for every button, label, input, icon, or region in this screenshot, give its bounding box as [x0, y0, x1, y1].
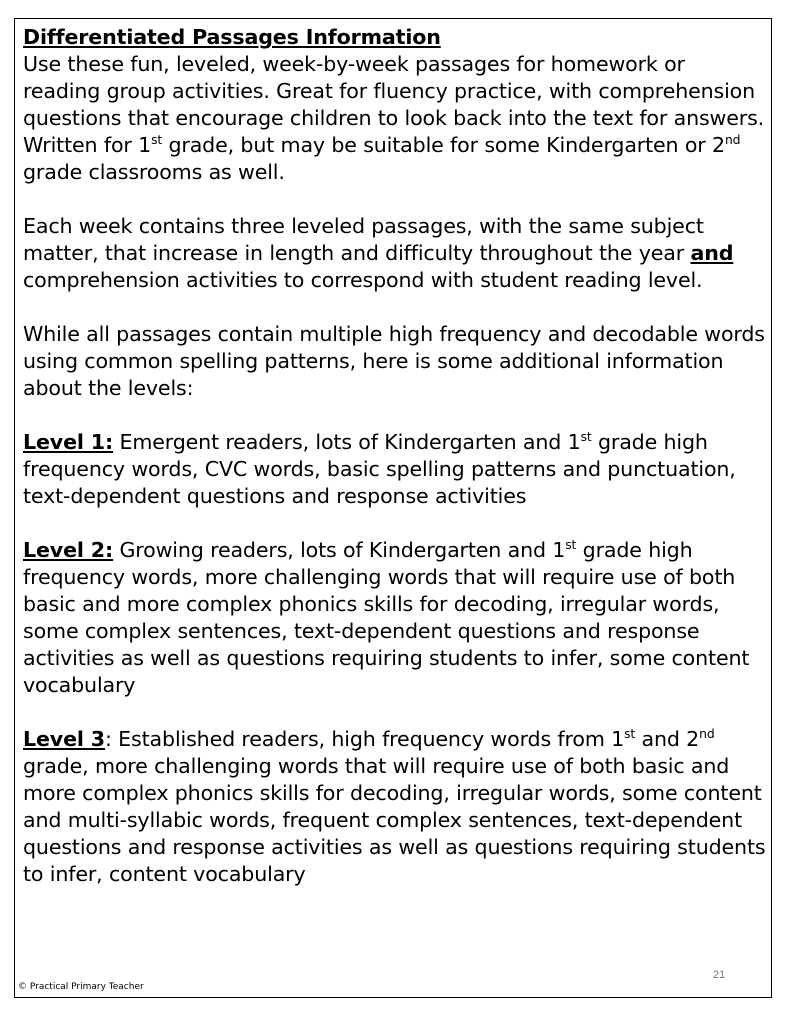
page-number: 21	[713, 969, 726, 981]
grade-text-1: Written for 1	[23, 133, 152, 157]
level-3-text-1: : Established readers, high frequency words from 1	[105, 727, 625, 751]
spacer	[23, 699, 768, 726]
spacer	[23, 294, 768, 321]
spacer	[23, 510, 768, 537]
level-1-text-1: Emergent readers, lots of Kindergarten and 1	[113, 430, 581, 454]
level-2-sup: st	[565, 537, 577, 552]
grade-text-3: grade classrooms as well.	[23, 160, 285, 184]
level-2-label: Level 2:	[23, 538, 114, 562]
grade-sup-1: st	[151, 132, 163, 147]
level-1-paragraph	[23, 429, 768, 510]
level-2-text-1: Growing readers, lots of Kindergarten and 1	[113, 538, 566, 562]
level-1-text-2: grade high frequency words, CVC words, basic spelling patterns and punctuation, text-dependent questions and response activities	[23, 430, 736, 508]
weekly-paragraph	[23, 213, 768, 294]
level-3-sup-2: nd	[699, 726, 715, 741]
intro-paragraph: Use these fun, leveled, week-by-week passages for homework or reading group activities. Great for fluency practice, with comprehension questions that encourage children to look back into the text for answers.	[23, 52, 765, 130]
level-2-paragraph	[23, 537, 768, 699]
spacer	[23, 186, 768, 213]
grade-sup-2: nd	[724, 132, 741, 147]
level-3-text-2: and 2	[635, 727, 700, 751]
spacer	[23, 402, 768, 429]
copyright-footer: © Practical Primary Teacher	[18, 982, 144, 992]
level-3-text-3: grade, more challenging words that will require use of both basic and more complex phonics skills for decoding, irregular words, some content and multi-syllabic words, frequent complex sentences, text-dependent questions and response activities as well as questions requiring students to infer, content vocabulary	[23, 754, 766, 886]
weekly-emphasis: and	[690, 241, 734, 265]
document-body	[23, 24, 768, 888]
grade-text-2: grade, but may be suitable for some Kindergarten or 2	[162, 133, 725, 157]
level-1-label: Level 1:	[23, 430, 114, 454]
level-1-sup: st	[580, 429, 592, 444]
weekly-text-1: Each week contains three leveled passages, with the same subject matter, that increase in length and difficulty throughout the year	[23, 214, 704, 265]
grade-paragraph	[23, 132, 768, 186]
weekly-text-2: comprehension activities to correspond with student reading level.	[23, 268, 703, 292]
page-title: Differentiated Passages Information	[23, 25, 441, 49]
level-3-sup-1: st	[624, 726, 636, 741]
level-3-label: Level 3	[23, 727, 105, 751]
level-3-paragraph	[23, 726, 768, 888]
level-2-text-2: grade high frequency words, more challenging words that will require use of both basic and more complex phonics skills for decoding, irregular words, some complex sentences, text-dependent questions and response activities as well as questions requiring students to infer, some content vocabulary	[23, 538, 750, 697]
levels-intro-paragraph: While all passages contain multiple high frequency and decodable words using common spelling patterns, here is some additional information about the levels:	[23, 322, 765, 400]
